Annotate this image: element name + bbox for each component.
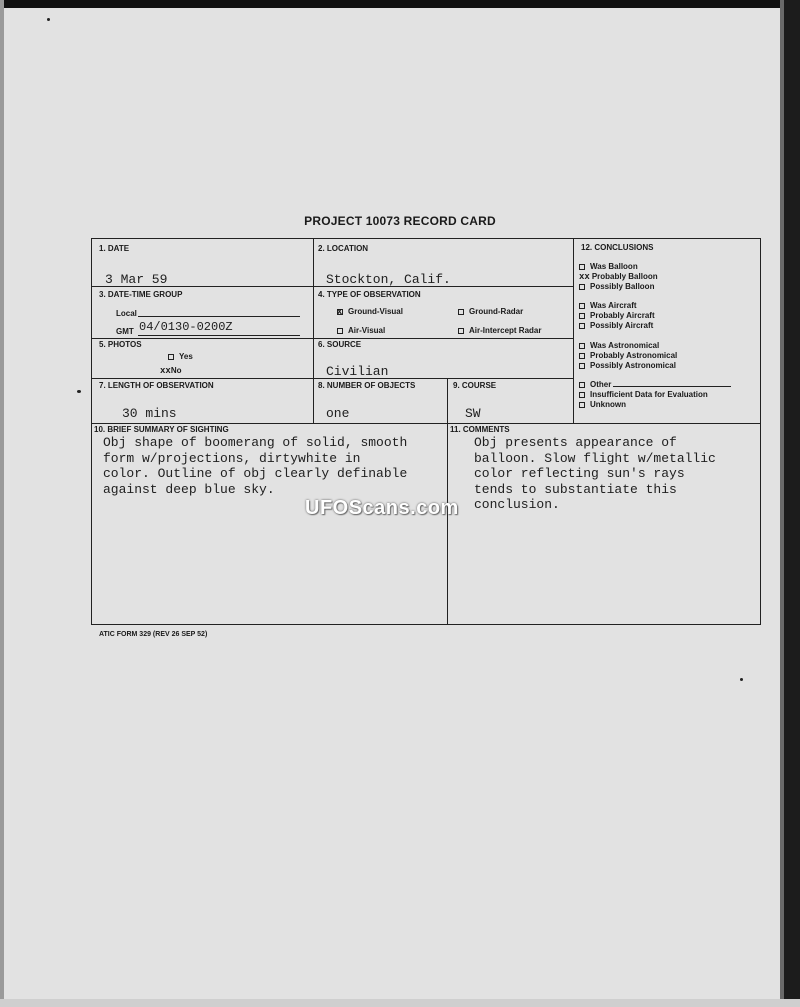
gmt-label: GMT xyxy=(116,327,134,336)
watermark: UFOScans.com xyxy=(305,497,459,519)
checkbox-icon xyxy=(579,363,585,369)
local-label: Local xyxy=(116,309,137,318)
option-ground-radar: Ground-Radar xyxy=(458,307,523,316)
date-value: 3 Mar 59 xyxy=(105,272,168,287)
summary-text: Obj shape of boomerang of solid, smooth form w/projections, dirtywhite in color. Outline of obj clearly definable against deep blue sky. xyxy=(103,435,408,497)
checkbox-icon xyxy=(579,353,585,359)
form-footer: ATIC FORM 329 (REV 26 SEP 52) xyxy=(99,631,208,638)
gmt-value: 04/0130-0200Z xyxy=(139,320,233,334)
objects-value: one xyxy=(326,406,350,421)
local-underline xyxy=(138,316,300,317)
length-value: 30 mins xyxy=(122,406,177,421)
checkbox-icon xyxy=(458,328,464,334)
conclusion-item: Probably Astronomical xyxy=(579,351,677,360)
conclusion-item: Unknown xyxy=(579,400,626,409)
checkbox-icon xyxy=(579,303,585,309)
observation-type-label: 4. TYPE OF OBSERVATION xyxy=(318,290,421,299)
conclusion-item: Was Aircraft xyxy=(579,301,637,310)
option-ground-visual: x Ground-Visual xyxy=(337,306,403,316)
checkbox-icon xyxy=(579,284,585,290)
checkbox-icon xyxy=(579,264,585,270)
scan-border-top xyxy=(0,0,800,8)
divider xyxy=(313,239,314,423)
photos-label: 5. PHOTOS xyxy=(99,340,142,349)
photos-yes: Yes xyxy=(168,352,193,361)
checkbox-icon xyxy=(579,323,585,329)
scan-speck xyxy=(740,678,743,681)
date-label: 1. DATE xyxy=(99,244,130,253)
conclusion-item: Possibly Balloon xyxy=(579,282,654,291)
objects-label: 8. NUMBER OF OBJECTS xyxy=(318,381,416,390)
location-label: 2. LOCATION xyxy=(318,244,369,253)
length-label: 7. LENGTH OF OBSERVATION xyxy=(99,381,214,390)
gmt-underline xyxy=(138,335,300,336)
conclusion-item: Insufficient Data for Evaluation xyxy=(579,390,708,399)
course-label: 9. COURSE xyxy=(453,381,497,390)
source-label: 6. SOURCE xyxy=(318,340,362,349)
checkbox-icon xyxy=(337,328,343,334)
scan-speck xyxy=(77,390,81,393)
checkbox-xx-icon: xx xyxy=(579,272,590,282)
divider xyxy=(573,239,574,423)
checkbox-icon xyxy=(579,343,585,349)
scan-border-bottom xyxy=(0,999,800,1007)
scan-border-right xyxy=(784,0,800,1007)
card-title: PROJECT 10073 RECORD CARD xyxy=(304,214,496,228)
checkbox-icon xyxy=(168,354,174,360)
divider xyxy=(92,338,573,339)
photos-no: xxNo xyxy=(160,366,182,376)
checkbox-icon xyxy=(579,382,585,388)
checkbox-icon xyxy=(579,313,585,319)
scan-border-left xyxy=(0,0,4,1007)
conclusions-label: 12. CONCLUSIONS xyxy=(581,243,654,252)
conclusion-item: Possibly Astronomical xyxy=(579,361,676,370)
divider xyxy=(92,423,760,424)
conclusion-item: Probably Aircraft xyxy=(579,311,655,320)
course-value: SW xyxy=(465,406,481,421)
scan-speck xyxy=(47,18,50,21)
checkbox-checked-icon: x xyxy=(337,306,343,316)
conclusion-item: Was Astronomical xyxy=(579,341,659,350)
summary-label: 10. BRIEF SUMMARY OF SIGHTING xyxy=(94,425,229,434)
option-air-intercept-radar: Air-Intercept Radar xyxy=(458,326,541,335)
location-value: Stockton, Calif. xyxy=(326,272,451,287)
source-value: Civilian xyxy=(326,364,389,379)
option-air-visual: Air-Visual xyxy=(337,326,385,335)
comments-text: Obj presents appearance of balloon. Slow flight w/metallic color reflecting sun's rays tends to substantiate this conclusion. xyxy=(474,435,716,512)
conclusion-item: Possibly Aircraft xyxy=(579,321,653,330)
dtg-label: 3. DATE-TIME GROUP xyxy=(99,290,183,299)
conclusion-item: Was Balloon xyxy=(579,262,638,271)
checkbox-icon xyxy=(579,402,585,408)
comments-label: 11. COMMENTS xyxy=(450,425,510,434)
checkbox-icon xyxy=(579,392,585,398)
checkbox-xx-icon: xx xyxy=(160,366,171,376)
conclusion-item-checked: xx Probably Balloon xyxy=(579,272,658,282)
conclusion-item-other: Other xyxy=(579,380,731,389)
checkbox-icon xyxy=(458,309,464,315)
